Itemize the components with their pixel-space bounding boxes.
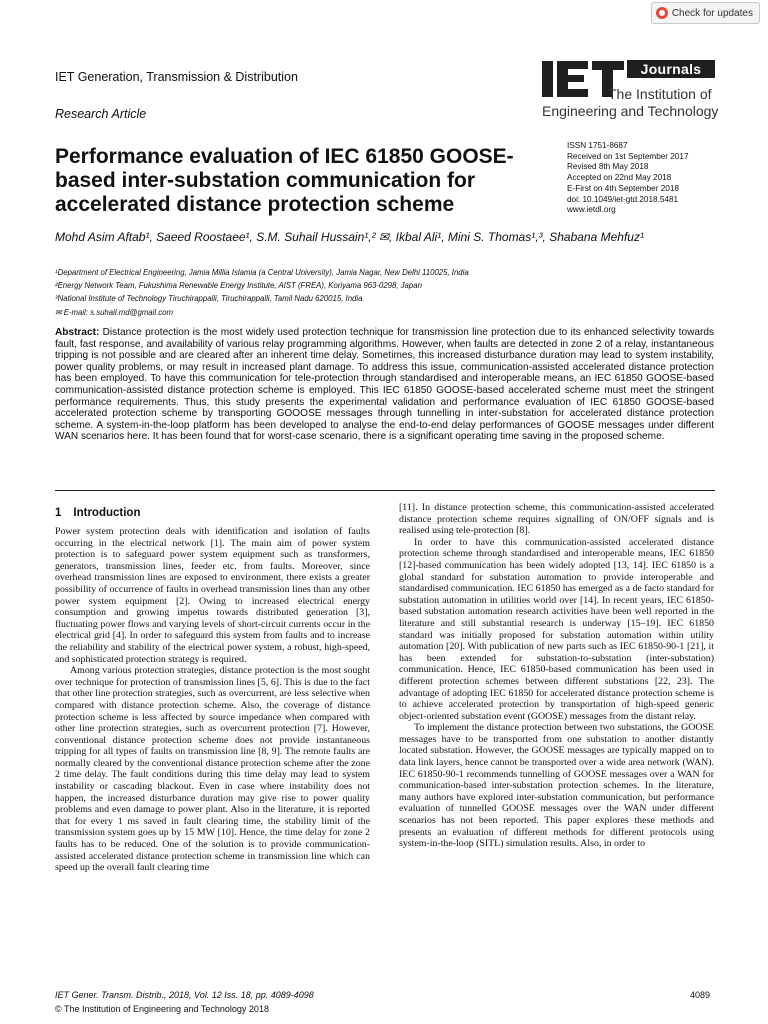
- received-date: Received on 1st September 2017: [567, 151, 689, 161]
- institution-line-1: The Institution of: [608, 86, 712, 102]
- paragraph: Power system protection deals with identification and isolation of faults occurring in the electrical network [1]. The main aim of power system protection is to safeguard power system equipment such as transformers, generators, transmission lines, feeder etc. from faults. Moreover, since overhead transmission lines are exposed to environment, there exists a greater possibility of occurrence of faults in overhead transmission lines than any other power system equipment [2]. Owing to increased electrical energy consumption and growing impetus towards distributed generation [3], fluctuating power flows and varying levels of short-circuit currents occur in the electrical grid [4]. In order to safeguard this system from faults and to increase the reliability and stability of the electrical power system, a robust, high-speed, and sophisticated protection strategy is required.: [55, 526, 370, 665]
- paragraph: In order to have this communication-assisted accelerated distance protection scheme through standardised and interoperable means, IEC 61850 [12]-based communication has been widely adopted [13, 14]. IEC 61850 is a global standard for substation automation to provide interoperable and standardised communication. IEC 61850 has emerged as a de facto standard for substation automation in utilities world over [14]. In recent years, IEC 61850-based substation automation research activities have been well reported in the literature and still substantial research is underway [15–19]. IEC 61850 standard was initially proposed for substation automation within utility automation [20]. With publication of new parts such as IEC 61850-90-1 [21], it has been extended for substation-to-substation (inter-substation) communication. Hence, IEC 61850-based communication has been used in different protection schemes between different substations [22, 23]. The advantage of adopting IEC 61850 for accelerated distance protection scheme is to achieve accelerated protection by transportation of high-speed generic object-oriented substation event (GOOSE) messages from the distant relay.: [399, 536, 714, 722]
- section-title: Introduction: [73, 507, 141, 519]
- revised-date: Revised 8th May 2018: [567, 162, 649, 172]
- footer-citation: IET Gener. Transm. Distrib., 2018, Vol. 12 Iss. 18, pp. 4089-4098: [55, 990, 314, 1000]
- page-number: 4089: [690, 990, 711, 1000]
- institution-line-2: Engineering and Technology: [542, 103, 719, 119]
- e-first-date: E-First on 4th September 2018: [567, 183, 679, 193]
- check-for-updates-label: Check for updates: [671, 7, 753, 19]
- divider: [55, 490, 715, 491]
- website[interactable]: www.ietdl.org: [567, 205, 616, 215]
- article-meta: [567, 141, 689, 216]
- abstract-label: Abstract:: [55, 327, 100, 338]
- affiliations: [55, 266, 720, 319]
- doi[interactable]: doi: 10.1049/iet-gtd.2018.5481: [567, 194, 679, 204]
- article-type: Research Article: [55, 107, 147, 121]
- footer-copyright: © The Institution of Engineering and Technology 2018: [55, 1004, 269, 1014]
- check-for-updates-button[interactable]: [651, 2, 760, 24]
- accepted-date: Accepted on 22nd May 2018: [567, 173, 672, 183]
- abstract: [55, 327, 714, 443]
- paragraph: To implement the distance protection between two substations, the GOOSE messages have to be transported from one substation to another distantly located substation. However, the GOOSE messages are typically mapped on to data link layers, hence cannot be transported over a wide area network (WAN). IEC 61850-90-1 recommends tunnelling of GOOSE messages over a WAN for communication-based inter-substation protection schemes. In the literature, many authors have explored inter-substation communication, but performance evaluation of tunnelled GOOSE messages over the WAN under different scenarios has not been reported. This paper explores these methods and presents an evaluation of different methods for different protocols using system-in-the-loop (SITL) simulation results. Also, in order to: [399, 722, 714, 850]
- corresponding-email[interactable]: ✉ E-mail: s.suhail.md@gmail.com: [55, 307, 174, 317]
- journals-label: Journals: [627, 60, 715, 78]
- issn: ISSN 1751-8687: [567, 141, 628, 150]
- paragraph: [11]. In distance protection scheme, this communication-assisted accelerated distance protection scheme requires signalling of ON/OFF signals and is realised using tele-protection [8].: [399, 502, 714, 537]
- authors: Mohd Asim Aftab¹, Saeed Roostaee¹, S.M. Suhail Hussain¹,² ✉, Ikbal Ali¹, Mini S. Thomas¹,³, Shabana Mehfuz¹: [55, 230, 644, 244]
- section-heading: [55, 507, 140, 519]
- paragraph: Among various protection strategies, distance protection is the most sought over technique for protection of transmission lines [5, 6]. This is due to the fact that other line protection strategies, such as overcurrent, are less selective when compared with distance protection scheme. Also, the coverage of distance protection scheme is less affected by source impedance when compared with other line protection strategies, such as overcurrent protection [7]. However, conventional distance protection scheme does not provide instantaneous tripping for all types of faults on transmission line [8, 9]. The remote faults are normally cleared by the conventional distance protection scheme after the zone 2 time delay. The fault conditions during this time delay may lead to system instability or cascading blackout. Even in case where instability does not happen, the increased disturbance duration may give rise to power quality problems and even damage to power plant. Also in the literature, it is reported that for every 1 ms saved in fault clearing time, the stability limit of the transmission system goes up by 15 MW [10]. Hence, the time delay for zone 2 faults has to be reduced. One of the solution is to provide communication-assisted accelerated distance protection scheme in transmission line which can speed up the overall fault clearing time: [55, 665, 370, 874]
- affiliation-1: ¹Department of Electrical Engineering, Jamia Millia Islamia (a Central University), Jamia Nagar, New Delhi 110025, India: [55, 268, 469, 277]
- crossmark-icon: [656, 7, 668, 19]
- affiliation-2: ²Energy Network Team, Fukushima Renewable Energy Institute, AIST (FREA), Koriyama 963-0298, Japan: [55, 281, 422, 291]
- section-number: 1: [55, 507, 62, 519]
- affiliation-3: ³National Institute of Technology Tiruchirappalli, Tiruchirappalli, Tamil Nadu 620015, India: [55, 294, 363, 304]
- body-column-left: [55, 526, 370, 874]
- abstract-text: Distance protection is the most widely used protection technique for transmission line protection due to its enhanced selectivity towards fault, fast response, and availability of various relay programming algorithms. However, when faults are detected in zone 2 of a relay, instantaneous tripping is not possible and are cleared after an inherent time delay. Sometimes, this increased disturbance duration may lead to system instability, power quality problems, or may result in increased plant damage. To address this issue, communication-assisted accelerated distance protection has been employed. To have this communication for tele-protection through standardised and interoperable means, an IEC 61850 GOOSE-based communication-assisted distance protection scheme is employed. This IEC 61850 GOOSE-based accelerated scheme must meet the stringent performance requirements. Thus, this study presents the experimental validation and performance evaluation of IEC 61850 GOOSE-based accelerated protection scheme by transporting GOOOSE messages through tunnelling in inter-substation for accelerated distance protection scheme. A system-in-the-loop platform has been developed to analyse the end-to-end delay performances of GOOSE messages under different WAN scenarios here. It has been found that for worst-case scenario, there is a significant operating time saving in the proposed scheme.: [55, 327, 714, 443]
- article-title: Performance evaluation of IEC 61850 GOOSE-based inter-substation communication for accelerated distance protection scheme: [55, 145, 514, 216]
- journal-name: IET Generation, Transmission & Distribution: [55, 70, 298, 84]
- body-column-right: [399, 502, 714, 850]
